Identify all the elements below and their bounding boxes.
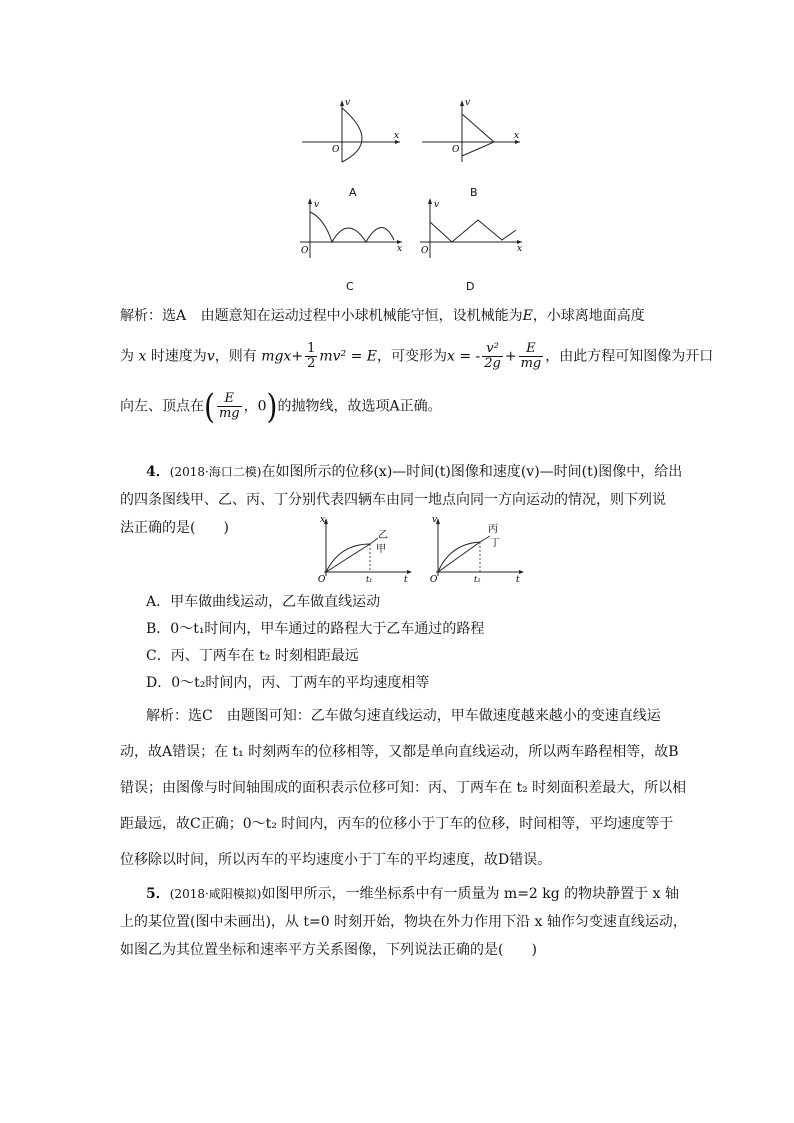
analysis3-line3: [120, 386, 442, 426]
analysis3-text1: 由题意知在运动过程中小球机械能守恒，设机械能为: [200, 308, 523, 324]
graph-b-label: B: [470, 186, 478, 199]
line-jia-label: 甲: [376, 544, 386, 555]
axis-v-label: v: [345, 98, 351, 108]
axis-x-label: x: [397, 244, 403, 254]
analysis4-line3: 错误；由图像与时间轴围成的面积表示位移可知：丙、丁两车在 t₂ 时刻面积差最大，所以相: [120, 780, 687, 796]
axis-v-label: v: [432, 515, 438, 525]
graph-c-label: C: [346, 280, 354, 293]
origin-label: O: [452, 145, 460, 155]
q5-line1: [146, 884, 679, 904]
q5-text1: 如图甲所示，一维坐标系中有一质量为 m=2 kg 的物块静置于 x 轴: [261, 886, 679, 902]
axis-t-label: t: [404, 575, 408, 584]
line-yi-label: 乙: [378, 530, 388, 541]
origin-label: O: [332, 145, 340, 155]
analysis3-eq1: mgx: [261, 348, 292, 365]
q5-number: 5．: [146, 886, 170, 902]
axis-x-label: x: [320, 515, 326, 525]
axis-x-label: x: [517, 244, 523, 254]
origin-label: O: [421, 246, 429, 256]
analysis3-line2: 为 x 时速度为v，则有 mgx+ $\frac{1}{2}$ mv² = E，可变形为x = - $\frac{\text{v²}}{2g}$ + $\frac{E}{mg}$ ，由此方程可知图像为开口: [120, 341, 714, 371]
analysis3-eq3: x = -: [447, 348, 481, 365]
analysis3-l2c: ，则有: [214, 348, 257, 365]
analysis3-text1b: ，小球离地面高度: [532, 308, 645, 324]
graph-d: [416, 198, 526, 260]
q4-line2: 的四条图线甲、乙、丙、丁分别代表四辆车由同一地点向同一方向运动的情况，则下列说: [120, 492, 666, 508]
fraction-E-mg-vertex: $\frac{E}{mg}$: [218, 391, 240, 421]
analysis3-eq2: mv² = E: [319, 348, 377, 365]
origin-label: O: [430, 575, 438, 584]
fraction-half: $\frac{1}{2}$: [307, 341, 316, 371]
analysis3-l3b: 的抛物线，故选项A正确。: [277, 398, 442, 415]
right-paren: ): [266, 386, 278, 426]
analysis4-line2: 动，故A错误；在 t₁ 时刻两车的位移相等，又都是单向直线运动，所以两车路程相等，故B: [120, 744, 679, 760]
fraction-E-mg: $\frac{E}{mg}$: [520, 341, 542, 371]
axis-v-label: v: [314, 200, 320, 210]
graph-a: [296, 96, 406, 166]
axis-x-label: x: [394, 131, 400, 141]
analysis3-l2a: 为: [120, 348, 134, 365]
line-ding-label: 丁: [490, 538, 500, 549]
graph-d-label: D: [466, 280, 475, 293]
figure-v-t: [428, 512, 528, 584]
axis-v-label: v: [465, 98, 471, 108]
t2-label: t₂: [474, 575, 481, 584]
analysis3-l2x: x: [138, 348, 147, 365]
q5-line2: 上的某位置(图中未画出)，从 t=0 时刻开始，物块在外力作用下沿 x 轴作匀变速直线运动，: [120, 914, 687, 930]
q4-text1: 在如图所示的位移(x)—时间(t)图像和速度(v)—时间(t)图像中，给出: [261, 464, 683, 480]
analysis4-line4: 距最远，故C正确；0～t₂ 时间内，丙车的位移小于丁车的位移，时间相等，平均速度等于: [120, 816, 674, 832]
q4-source: (2018·海口二模): [169, 465, 262, 479]
analysis3-line1: [120, 306, 645, 326]
q4-number: 4．: [146, 464, 170, 480]
option-c[interactable]: C．丙、丁两车在 t₂ 时刻相距最远: [146, 648, 359, 664]
analysis4-line5: 位移除以时间，所以丙车的平均速度小于丁车的平均速度，故D错误。: [120, 852, 552, 868]
analysis3-l2d: ，可变形为: [377, 348, 447, 365]
line-bing-label: 丙: [488, 524, 498, 535]
axis-v-label: v: [434, 200, 440, 210]
t1-label: t₁: [366, 575, 373, 584]
graph-a-label: A: [349, 186, 357, 199]
option-b[interactable]: B．0～t₁时间内，甲车通过的路程大于乙车通过的路程: [146, 621, 485, 637]
analysis3-prefix: 解析：选A: [120, 308, 187, 324]
analysis3-E: E: [522, 308, 533, 324]
q4-line3: 法正确的是( ): [120, 520, 229, 536]
analysis3-zero: ，0: [243, 398, 267, 415]
axis-x-label: x: [514, 131, 520, 141]
graph-b: [416, 96, 526, 166]
analysis3-l2v: v: [206, 348, 215, 365]
origin-label: O: [301, 246, 309, 256]
q5-line3: 如图乙为其位置坐标和速率平方关系图像，下列说法正确的是( ): [120, 942, 537, 958]
analysis3-l3a: 向左、顶点在: [120, 398, 204, 415]
left-paren: (: [204, 386, 215, 426]
axis-t-label: t: [516, 575, 520, 584]
graph-c: [296, 198, 406, 260]
option-d[interactable]: D．0～t₂时间内，丙、丁两车的平均速度相等: [146, 675, 430, 691]
q5-source: (2018·咸阳模拟): [169, 887, 262, 901]
analysis4-line1: 解析：选C 由题图可知：乙车做匀速直线运动，甲车做速度越来越小的变速直线运: [146, 708, 661, 724]
origin-label: O: [318, 575, 326, 584]
q4-line1: [146, 462, 682, 482]
figure-x-t: [316, 512, 416, 584]
analysis3-plus: +: [291, 348, 304, 365]
analysis3-l2b: 时速度为: [150, 348, 207, 365]
analysis3-l2e: ，由此方程可知图像为开口: [545, 348, 714, 365]
option-a[interactable]: A．甲车做曲线运动，乙车做直线运动: [146, 594, 381, 610]
fraction-v2-2g: $\frac{\text{v²}}{2g}$: [484, 341, 501, 371]
